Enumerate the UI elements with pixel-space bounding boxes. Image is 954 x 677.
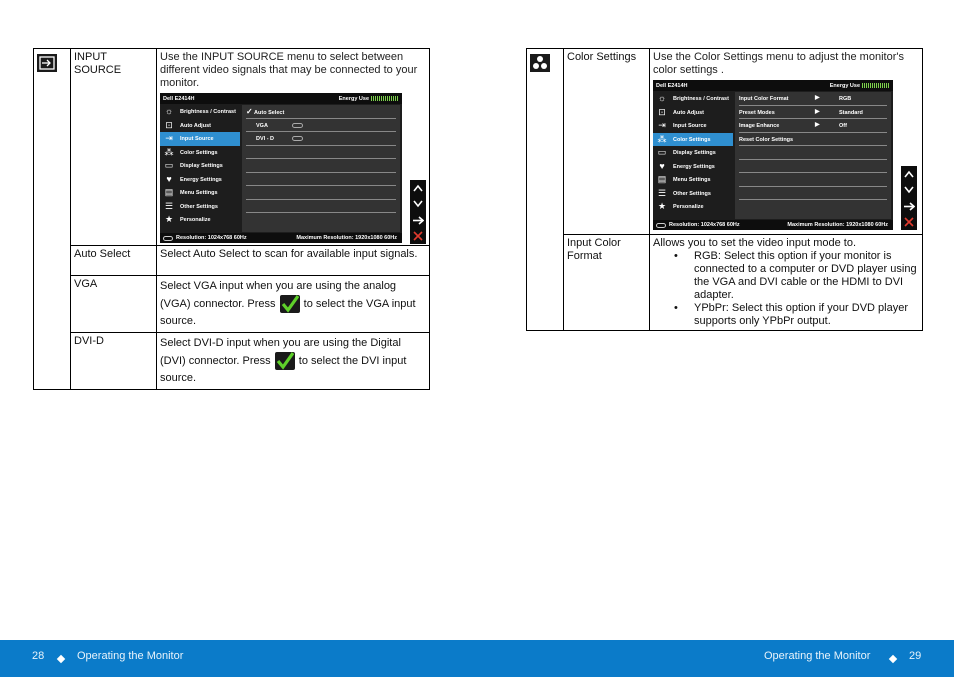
diamond-icon (58, 653, 64, 665)
color-settings-icon (530, 54, 550, 72)
osd-option-value: Standard (839, 109, 863, 116)
up-arrow-icon (410, 180, 426, 196)
osd-empty-row (246, 159, 396, 173)
row-label-vga: VGA (71, 276, 157, 333)
osd-menu (160, 105, 240, 227)
osd-menu-label: Display Settings (673, 150, 716, 156)
row-label-dvi-d: DVI-D (71, 333, 157, 390)
row-desc-vga (157, 276, 430, 333)
osd-option-label: Reset Color Settings (739, 136, 794, 143)
connector-icon (163, 236, 173, 241)
osd-option-label: VGA (256, 122, 268, 129)
connector-icon (656, 223, 666, 228)
osd-model: Dell E2414H (163, 96, 195, 102)
osd-menu-label: Other Settings (180, 203, 218, 210)
desc-text: menu to adjust the monitor's color settings . (653, 51, 904, 76)
desc-text: menu to select between different video signals that may be connected to your monitor. (160, 51, 418, 89)
display-icon: ▭ (657, 147, 667, 157)
osd-menu-menu (160, 186, 240, 200)
star-icon: ★ (164, 214, 174, 224)
osd-panel (242, 105, 400, 232)
osd-menu-label: Display Settings (180, 163, 223, 169)
osd-menu (653, 92, 733, 214)
exit-x-icon (901, 214, 917, 230)
arrow-right-icon: ▶ (815, 95, 820, 101)
row-label-input-source (71, 49, 157, 246)
osd-menu-menu (653, 173, 733, 187)
osd-footer (653, 220, 893, 230)
osd-menu-label: Energy Settings (673, 163, 715, 170)
row-label-color-settings: Color Settings (564, 49, 650, 235)
brightness-icon: ☼ (657, 93, 667, 103)
osd-option-label (246, 109, 284, 116)
color-dots-icon: ⁂ (657, 133, 667, 144)
osd-option-label: Input Color Format (739, 96, 789, 102)
arrow-right-icon: ▶ (815, 122, 820, 128)
osd-menu-input-source (653, 119, 733, 133)
energy-icon: ♥ (659, 160, 665, 171)
osd-screenshot-input-source (160, 93, 402, 243)
osd-empty-row (739, 173, 887, 187)
diamond-icon (890, 653, 896, 665)
osd-option-dvi (246, 132, 396, 146)
input-source-icon (37, 54, 57, 72)
list-item: • YPbPr: Select this option if your DVD player supports only YPbPr output. (653, 302, 919, 328)
osd-menu-label: Input Source (180, 136, 214, 142)
osd-title-bar (160, 93, 402, 104)
osd-menu-label: Color Settings (180, 149, 218, 156)
osd-empty-row (246, 200, 396, 214)
osd-menu-other (653, 187, 733, 201)
right-arrow-icon (901, 198, 917, 214)
osd-menu-label: Menu Settings (180, 190, 218, 196)
osd-option-input-color-format (739, 92, 887, 106)
osd-option-label: Image Enhance (739, 123, 780, 129)
desc-text: Allows you to set the video input mode to. (653, 237, 857, 249)
osd-keys (410, 180, 426, 244)
osd-footer (160, 233, 402, 243)
desc-text: to select the DVI input source. (160, 354, 407, 384)
osd-option-label: DVI - D (256, 136, 275, 142)
color-settings-description (653, 51, 919, 77)
menu-icon: ▤ (657, 174, 667, 184)
osd-menu-label: Energy Settings (180, 176, 222, 183)
row-label-auto-select: Auto Select (71, 246, 157, 276)
right-page-number: 29 (909, 650, 922, 662)
osd-empty-row (739, 146, 887, 160)
osd-menu-label: Other Settings (673, 190, 711, 197)
osd-energy-label: Energy Use (338, 96, 369, 102)
auto-adjust-icon: ⊡ (165, 119, 173, 130)
check-icon: ✓ (246, 107, 253, 116)
energy-meter (371, 96, 399, 101)
osd-keys (901, 166, 917, 230)
osd-menu-personalize (653, 200, 733, 214)
osd-panel (735, 92, 891, 219)
input-source-icon: ⇥ (165, 133, 173, 143)
desc-bold-term: INPUT SOURCE (200, 51, 284, 63)
up-arrow-icon (901, 166, 917, 182)
osd-energy-label: Energy Use (829, 83, 860, 89)
osd-menu-label: Input Source (673, 123, 707, 129)
osd-menu-energy (653, 160, 733, 174)
osd-menu-brightness (160, 105, 240, 119)
menu-icon: ▤ (164, 187, 174, 197)
connector-icon (292, 136, 303, 141)
section-icon-cell (527, 49, 564, 331)
osd-menu-energy (160, 173, 240, 187)
osd-menu-label: Auto Adjust (180, 122, 211, 129)
input-source-description (160, 51, 426, 90)
osd-menu-personalize (160, 213, 240, 227)
osd-screenshot-color-settings (653, 80, 893, 230)
input-source-table (33, 48, 430, 390)
osd-option-text: Auto Select (254, 110, 285, 116)
osd-title-bar (653, 80, 893, 91)
osd-menu-display (160, 159, 240, 173)
osd-menu-auto-adjust (160, 119, 240, 133)
desc-text: Use the (160, 51, 201, 63)
arrow-right-icon: ▶ (815, 108, 820, 115)
osd-menu-brightness (653, 92, 733, 106)
osd-max-resolution: Maximum Resolution: 1920x1080 60Hz (296, 235, 397, 241)
color-dots-icon: ⁂ (164, 146, 174, 157)
osd-option-vga (246, 119, 396, 133)
osd-menu-color (160, 146, 240, 160)
row-desc-color-settings (650, 49, 923, 235)
energy-meter (862, 83, 890, 88)
osd-menu-label: Personalize (180, 217, 211, 223)
connector-icon (292, 123, 303, 128)
right-footer-title: Operating the Monitor (764, 650, 871, 662)
left-page-number: 28 (32, 650, 45, 662)
osd-figure (653, 80, 919, 230)
osd-option-value: Off (839, 123, 847, 129)
row-desc-dvi-d (157, 333, 430, 390)
osd-empty-row (246, 186, 396, 200)
format-options-list (653, 250, 919, 328)
exit-x-icon (410, 228, 426, 244)
osd-option-auto-select (246, 105, 396, 119)
auto-adjust-icon: ⊡ (658, 106, 666, 117)
osd-empty-row (246, 173, 396, 187)
osd-empty-row (739, 187, 887, 201)
osd-menu-label: Personalize (673, 204, 704, 210)
osd-resolution: Resolution: 1024x768 60Hz (669, 222, 740, 228)
row-desc-input-source (157, 49, 430, 246)
osd-figure (160, 93, 426, 243)
osd-menu-display (653, 146, 733, 160)
desc-bold-term: Color Settings (693, 51, 764, 63)
osd-menu-color (653, 133, 733, 147)
desc-text: Select VGA input when you are using the analog (VGA) connector. Press (160, 280, 397, 310)
osd-option-preset-modes (739, 106, 887, 120)
osd-menu-input-source (160, 132, 240, 146)
osd-empty-row (739, 160, 887, 174)
osd-menu-label: Color Settings (673, 136, 711, 143)
input-source-icon: ⇥ (658, 120, 666, 130)
osd-option-image-enhance (739, 119, 887, 133)
section-icon-cell (34, 49, 71, 390)
osd-empty-row (246, 146, 396, 160)
desc-text: Use the (653, 51, 694, 63)
left-footer-title: Operating the Monitor (77, 650, 184, 662)
osd-menu-label: Brightness / Contrast (180, 109, 236, 115)
label-line: INPUT SOURCE (74, 51, 122, 76)
sliders-icon: ☰ (164, 200, 174, 211)
osd-model: Dell E2414H (656, 83, 688, 89)
osd-option-reset-color (739, 133, 887, 147)
page-footer (0, 640, 954, 677)
star-icon: ★ (657, 201, 667, 211)
right-arrow-icon (410, 212, 426, 228)
down-arrow-icon (410, 196, 426, 212)
checkmark-icon (280, 295, 300, 313)
down-arrow-icon (901, 182, 917, 198)
desc-text: to select the VGA input source. (160, 297, 416, 327)
brightness-icon: ☼ (164, 106, 174, 116)
osd-menu-label: Menu Settings (673, 177, 711, 183)
osd-resolution: Resolution: 1024x768 60Hz (176, 235, 247, 241)
display-icon: ▭ (164, 160, 174, 170)
osd-max-resolution: Maximum Resolution: 1920x1080 60Hz (787, 222, 888, 228)
row-desc-input-color-format (650, 235, 923, 331)
osd-menu-label: Brightness / Contrast (673, 96, 729, 102)
desc-text: Select DVI-D input when you are using the Digital (DVI) connector. Press (160, 337, 401, 367)
osd-menu-auto-adjust (653, 106, 733, 120)
osd-option-value: RGB (839, 96, 852, 102)
color-settings-table (526, 48, 923, 331)
energy-icon: ♥ (166, 173, 172, 184)
osd-menu-label: Auto Adjust (673, 109, 704, 116)
list-item: • RGB: Select this option if your monitor is connected to a computer or DVD player using the VGA and DVI cable or the HDMI to DVI adapter. (653, 250, 919, 302)
osd-menu-other (160, 200, 240, 214)
checkmark-icon (275, 352, 295, 370)
row-label-input-color-format: Input Color Format (564, 235, 650, 331)
row-desc-auto-select: Select Auto Select to scan for available input signals. (157, 246, 430, 276)
osd-option-label: Preset Modes (739, 109, 775, 116)
sliders-icon: ☰ (657, 187, 667, 198)
